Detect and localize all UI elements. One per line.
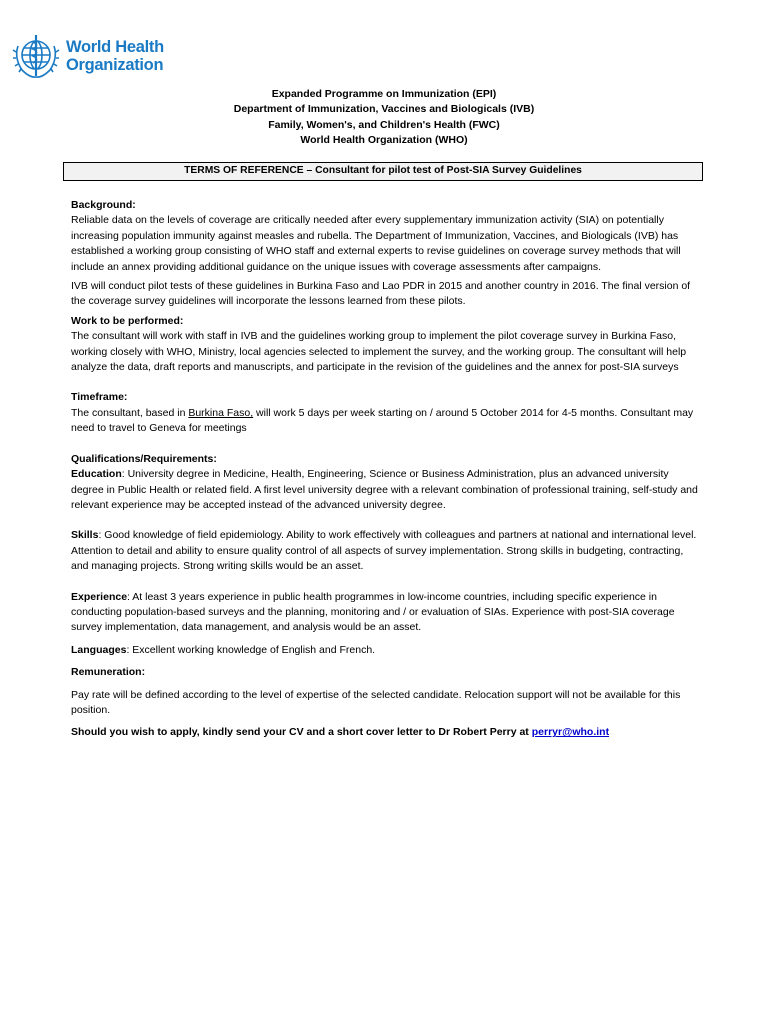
apply-paragraph [71, 725, 701, 740]
experience-paragraph [71, 590, 701, 636]
languages-label: Languages [71, 643, 127, 656]
logo-line-2: Organization [66, 56, 164, 74]
languages-paragraph [71, 643, 701, 658]
remuneration-heading: Remuneration: [71, 666, 146, 679]
header-line-2: Department of Immunization, Vaccines and Biologicals (IVB) [233, 103, 535, 116]
education-paragraph [71, 467, 701, 513]
qualifications-heading: Qualifications/Requirements: [71, 452, 217, 465]
education-text: : University degree in Medicine, Health, Engineering, Science or Business Administration, plus an advanced university degree in Public Health or related field. A first level university degree with a relevant combination of professional training, self-study and relevant experience may be accepted instead of the advanced university degree. [71, 468, 698, 511]
terms-of-reference-title: TERMS OF REFERENCE – Consultant for pilot test of Post-SIA Survey Guidelines [63, 162, 703, 181]
document-body [71, 198, 701, 741]
who-logo [10, 32, 164, 80]
skills-text: : Good knowledge of field epidemiology. Ability to work effectively with colleagues and partners at national and international level. Attention to detail and ability to ensure quality control of all aspects of survey implementation. Strong skills in budgeting, contracting, and managing projects. Strong writing skills would be an asset. [71, 529, 697, 573]
header-line-1: Expanded Programme on Immunization (EPI) [271, 88, 497, 100]
timeframe-text-post: will work 5 days per week starting on / around 5 October 2014 for 4-5 months. Consultant may need to travel to Geneva for meetings [71, 406, 694, 435]
timeframe-location: Burkina Faso, [188, 406, 254, 419]
education-label: Education [71, 468, 122, 481]
experience-label: Experience [71, 590, 128, 603]
work-heading: Work to be performed: [71, 314, 184, 327]
background-paragraph-2: IVB will conduct pilot tests of these guidelines in Burkina Faso and Lao PDR in 2015 and another country in 2016. The final version of the coverage survey guidelines will incorporate the lessons learned from these pilots. [71, 280, 691, 308]
background-heading: Background: [71, 199, 136, 211]
skills-paragraph [71, 528, 701, 574]
work-paragraph: The consultant will work with staff in IVB and the guidelines working group to implement the pilot coverage survey in Burkina Faso, working closely with WHO, Ministry, local agencies selected to implement the survey, and the working group. The consultant will help analyze the data, draft reports and manuscripts, and participate in the revision of the guidelines and the annex for post-SIA surveys [71, 330, 687, 374]
experience-text: : At least 3 years experience in public health programmes in low-income countries, including specific experience in conducting population-based surveys and the planning, monitoring and / or evaluation of SIAs. Experience with post-SIA coverage survey implementation, data management, and analysis would be an asset. [71, 590, 675, 634]
skills-label: Skills [71, 529, 99, 542]
logo-line-1: World Health [66, 38, 164, 56]
who-emblem-icon [10, 32, 62, 80]
languages-text: : Excellent working knowledge of English and French. [126, 643, 376, 656]
header-line-4: World Health Organization (WHO) [300, 134, 468, 147]
apply-text: Should you wish to apply, kindly send your CV and a short cover letter to Dr Robert Perry at [71, 726, 532, 739]
timeframe-text-pre: The consultant, based in [71, 406, 189, 419]
timeframe-heading: Timeframe: [71, 391, 128, 404]
contact-email-link[interactable]: perryr@who.int [531, 726, 610, 739]
background-paragraph-1: Reliable data on the levels of coverage are critically needed after every supplementary immunization activity (SIA) on potentially increasing population immunity against measles and rubella. The Department of Immunization, Vaccines, and Biologicals (IVB) has established a working group consisting of WHO staff and external experts to revise guidelines on coverage survey methods that will include an annex providing additional guidance on the unique issues with coverage assessments after campaigns. [71, 214, 681, 273]
header-line-3: Family, Women's, and Children's Health (FWC) [268, 118, 500, 131]
document-header [0, 87, 768, 149]
remuneration-paragraph: Pay rate will be defined according to the level of expertise of the selected candidate. Relocation support will not be available for this position. [71, 688, 681, 716]
timeframe-paragraph [71, 406, 701, 437]
